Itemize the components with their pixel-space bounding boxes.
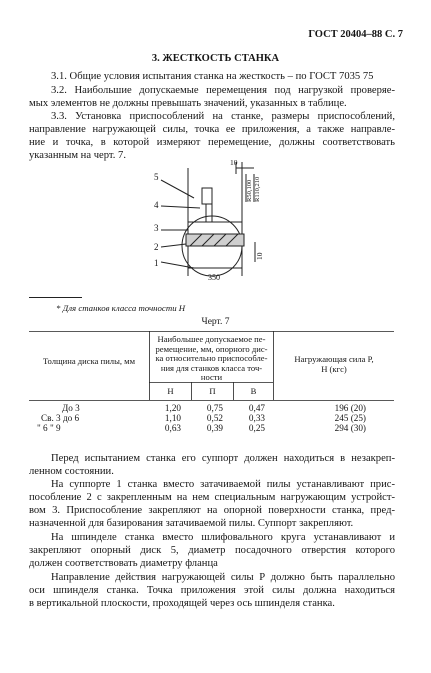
row-value: 0,52 — [206, 413, 223, 423]
row-value: 1,20 — [164, 403, 181, 413]
drawing-upper-block — [202, 188, 212, 204]
row-value: 0,25 — [248, 423, 265, 433]
header-class-p: П — [209, 386, 216, 396]
header-group: Наибольшее допускаемое пе- ремещение, мм, опорного дис- ка относительно приспособле- ния для станков класса точ- ности — [155, 334, 268, 383]
dim-10-right: 10 — [255, 252, 264, 260]
leader-5 — [161, 180, 194, 198]
row-value: 0,39 — [206, 423, 223, 433]
dim-10-top: 10 — [230, 158, 238, 167]
drawing-shaft — [206, 204, 212, 222]
paragraph-force-direction: Направление действия нагружающей силы Р должно быть параллельно оси шпинделя станка. Точка приложения этой силы должна находиться в вертикальной плоскости, проходящей через ось шпинделя станка. — [29, 572, 395, 610]
label-3: 3 — [154, 223, 159, 233]
paragraph-before-test: Перед испытанием станка его суппорт должен находиться в незакреп- ленном состоянии. — [29, 453, 395, 478]
section-title: 3. ЖЕСТКОСТЬ СТАНКА — [151, 53, 280, 64]
header-diameter: Толщина диска пилы, мм — [42, 356, 136, 366]
dim-r110: R110,210 — [254, 176, 261, 202]
fixture-drawing — [150, 158, 290, 283]
fixture-drawing-svg — [150, 158, 290, 283]
paragraph-3-2: 3.2. Наибольшие допускаемые перемещения под нагрузкой проверяе- мых элементов не должны превышать значений, указанных в таблице. — [29, 85, 395, 110]
page-header: ГОСТ 20404–88 С. 7 — [308, 29, 403, 40]
row-force: 245 (25) — [334, 413, 366, 423]
drawing-caption: Черт. 7 — [201, 317, 230, 327]
paragraph-support: На суппорте 1 станка вместо затачиваемой пилы устанавливают прис- пособление 2 с закрепленным на нем специальным нагружающим устройст- вом 3. Приспособление закрепляют на опорной поверхности станка, пред- назначенной для базирования затачиваемой пилы. Суппорт закрепляют. — [29, 479, 395, 530]
leader-4 — [161, 206, 200, 208]
row-value: 0,75 — [206, 403, 223, 413]
paragraph-spindle: На шпинделе станка вместо шлифовального круга устанавливают и закрепляют опорный диск 5, диаметр посадочного отверстия которого должен соответствовать диаметру фланца — [29, 532, 395, 570]
row-value: 1,10 — [164, 413, 181, 423]
row-label: " 6 " 9 — [37, 423, 61, 433]
stiffness-table — [29, 331, 394, 433]
row-force: 294 (30) — [334, 423, 366, 433]
row-force: 196 (20) — [334, 403, 366, 413]
row-label: Св. 3 до 6 — [41, 413, 80, 423]
row-value: 0,33 — [248, 413, 265, 423]
dim-350: 350 — [208, 273, 220, 282]
paragraph-3-1: 3.1. Общие условия испытания станка на жесткость – по ГОСТ 7035 75 — [51, 71, 374, 82]
header-class-n: Н — [167, 386, 174, 396]
header-class-v: В — [250, 386, 257, 396]
label-4: 4 — [154, 200, 159, 210]
row-value: 0,63 — [164, 423, 181, 433]
drawing-hatched-band — [186, 234, 244, 246]
dim-r50: R50,100 — [246, 179, 253, 202]
footnote-rule — [29, 297, 82, 298]
row-label: До 3 — [62, 403, 80, 413]
drawing-fixture-plate — [188, 222, 242, 234]
paragraph-3-3: 3.3. Установка приспособлений на станке, размеры приспособлений, направление нагружающей силы, точка ее приложения, а также направле- ние и точка, в которой измеряют перемещение, должны соответствовать указанным на черт. 7. — [29, 111, 395, 162]
header-force: Нагружающая сила P, Н (кгс) — [294, 354, 374, 374]
label-1: 1 — [154, 258, 159, 268]
label-5: 5 — [154, 172, 159, 182]
footnote: * Для станков класса точности Н — [56, 303, 186, 313]
row-value: 0,47 — [248, 403, 265, 413]
label-2: 2 — [154, 242, 159, 252]
